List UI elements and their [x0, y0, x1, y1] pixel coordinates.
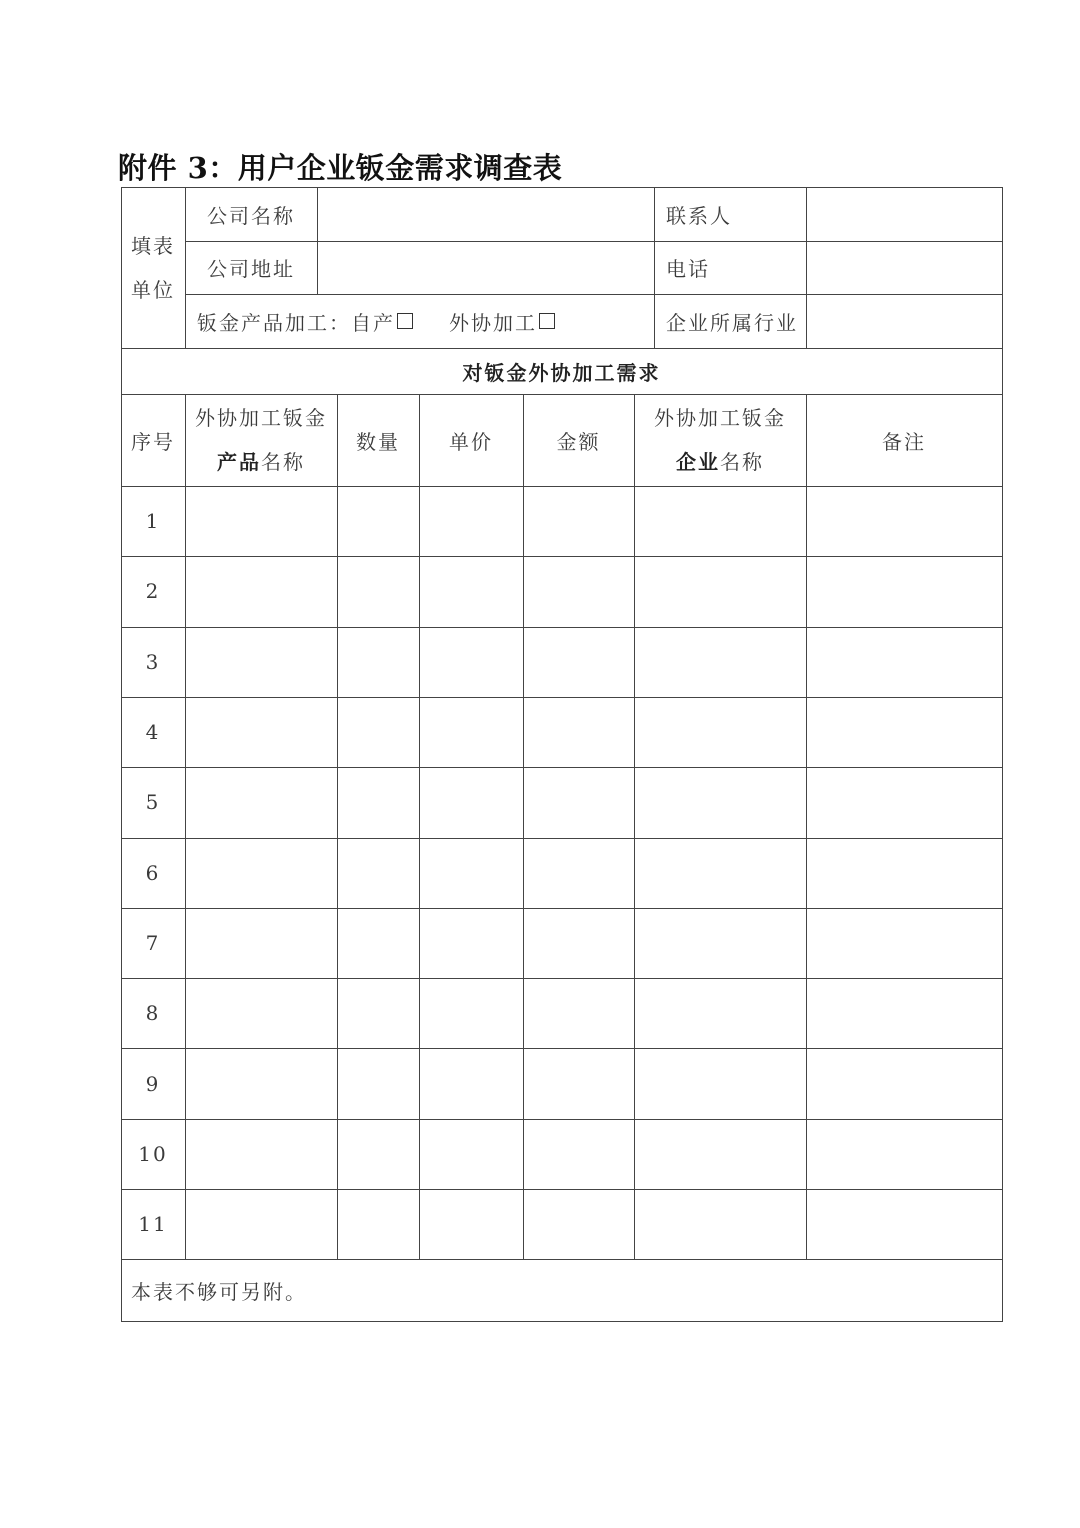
row-6-amount-cell[interactable]	[523, 838, 634, 908]
col-header-company-bold: 企业	[676, 450, 720, 474]
row-1-remark-cell[interactable]	[806, 486, 1002, 556]
row-2-company-name-cell[interactable]	[634, 556, 806, 626]
industry-field[interactable]	[806, 294, 1002, 348]
row-9-company-name-cell[interactable]	[634, 1048, 806, 1118]
border-bottom	[121, 1321, 1003, 1322]
row-divider	[121, 908, 1002, 909]
row-4-quantity-cell[interactable]	[337, 697, 419, 767]
row-6-company-name-cell[interactable]	[634, 838, 806, 908]
row-1-company-name-cell[interactable]	[634, 486, 806, 556]
border-right	[1002, 187, 1003, 1322]
row-11-company-name-cell[interactable]	[634, 1189, 806, 1259]
row-5-product-name-cell[interactable]	[185, 767, 337, 837]
row-5-company-name-cell[interactable]	[634, 767, 806, 837]
row-2-product-name-cell[interactable]	[185, 556, 337, 626]
outsource-label: 外协加工	[449, 310, 537, 335]
row-5-amount-cell[interactable]	[523, 767, 634, 837]
self-produce-checkbox[interactable]	[397, 313, 413, 329]
row-divider	[121, 627, 1002, 628]
unit-label-line2: 单位	[131, 277, 175, 302]
row-divider	[121, 978, 1002, 979]
column-divider	[185, 394, 186, 1259]
row-10-remark-cell[interactable]	[806, 1119, 1002, 1189]
row-2-remark-cell[interactable]	[806, 556, 1002, 626]
row-8-quantity-cell[interactable]	[337, 978, 419, 1048]
industry-label: 企业所属行业	[666, 310, 798, 335]
row-number: 3	[145, 649, 161, 674]
col-header-company-name	[634, 394, 806, 486]
row-11-unit-price-cell[interactable]	[419, 1189, 523, 1259]
border-left	[121, 187, 122, 1322]
company-name-label: 公司名称	[207, 203, 295, 228]
phone-field[interactable]	[806, 241, 1002, 294]
row-5-unit-price-cell[interactable]	[419, 767, 523, 837]
row-3-amount-cell[interactable]	[523, 627, 634, 697]
unit-label	[121, 187, 185, 348]
row-10-unit-price-cell[interactable]	[419, 1119, 523, 1189]
col-header-company-rest: 名称	[720, 450, 764, 474]
row-8-unit-price-cell[interactable]	[419, 978, 523, 1048]
row-6-product-name-cell[interactable]	[185, 838, 337, 908]
row-7-remark-cell[interactable]	[806, 908, 1002, 978]
col-header-product-name	[185, 394, 337, 486]
row-number: 7	[145, 930, 161, 955]
divider	[121, 394, 1002, 395]
row-number: 4	[145, 720, 161, 745]
row-2-quantity-cell[interactable]	[337, 556, 419, 626]
row-9-remark-cell[interactable]	[806, 1048, 1002, 1118]
outsource-checkbox[interactable]	[539, 313, 555, 329]
row-8-product-name-cell[interactable]	[185, 978, 337, 1048]
border-top	[121, 187, 1003, 188]
divider	[317, 187, 318, 294]
company-address-field[interactable]	[317, 241, 654, 294]
processing-row	[185, 294, 654, 348]
column-divider	[523, 394, 524, 1259]
row-divider	[121, 1259, 1002, 1260]
row-7-unit-price-cell[interactable]	[419, 908, 523, 978]
row-divider	[121, 1048, 1002, 1049]
row-number: 2	[145, 579, 161, 604]
footer-note: 本表不够可另附。	[131, 1279, 307, 1304]
col-header-seq: 序号	[131, 429, 175, 454]
row-7-product-name-cell[interactable]	[185, 908, 337, 978]
col-header-product-line1: 外协加工钣金	[195, 406, 327, 430]
row-3-quantity-cell[interactable]	[337, 627, 419, 697]
row-1-product-name-cell[interactable]	[185, 486, 337, 556]
row-5-quantity-cell[interactable]	[337, 767, 419, 837]
row-1-unit-price-cell[interactable]	[419, 486, 523, 556]
divider	[185, 294, 1002, 295]
row-6-quantity-cell[interactable]	[337, 838, 419, 908]
unit-label-line1: 填表	[131, 233, 175, 258]
col-header-quantity: 数量	[356, 429, 400, 454]
row-number: 10	[138, 1141, 168, 1166]
row-3-company-name-cell[interactable]	[634, 627, 806, 697]
row-11-amount-cell[interactable]	[523, 1189, 634, 1259]
row-divider	[121, 767, 1002, 768]
divider	[121, 348, 1002, 349]
row-3-unit-price-cell[interactable]	[419, 627, 523, 697]
self-produce-label: 自产	[351, 310, 395, 335]
page-title: 附件 3：用户企业钣金需求调查表	[118, 151, 563, 185]
section-title: 对钣金外协加工需求	[462, 360, 661, 385]
row-3-product-name-cell[interactable]	[185, 627, 337, 697]
row-divider	[121, 556, 1002, 557]
row-number: 8	[145, 1001, 161, 1026]
row-4-unit-price-cell[interactable]	[419, 697, 523, 767]
divider	[806, 187, 807, 348]
row-9-amount-cell[interactable]	[523, 1048, 634, 1118]
col-header-product-rest: 名称	[261, 450, 305, 474]
row-10-amount-cell[interactable]	[523, 1119, 634, 1189]
row-5-remark-cell[interactable]	[806, 767, 1002, 837]
row-9-product-name-cell[interactable]	[185, 1048, 337, 1118]
row-divider	[121, 1189, 1002, 1190]
row-1-amount-cell[interactable]	[523, 486, 634, 556]
col-header-product-line2	[217, 440, 305, 484]
row-divider	[121, 697, 1002, 698]
row-divider	[121, 838, 1002, 839]
row-4-product-name-cell[interactable]	[185, 697, 337, 767]
row-9-quantity-cell[interactable]	[337, 1048, 419, 1118]
row-number: 1	[145, 509, 161, 534]
row-4-amount-cell[interactable]	[523, 697, 634, 767]
phone-label: 电话	[666, 257, 710, 281]
processing-label: 钣金产品加工：	[197, 310, 351, 335]
row-10-company-name-cell[interactable]	[634, 1119, 806, 1189]
row-11-remark-cell[interactable]	[806, 1189, 1002, 1259]
row-4-remark-cell[interactable]	[806, 697, 1002, 767]
row-4-company-name-cell[interactable]	[634, 697, 806, 767]
column-divider	[419, 394, 420, 1259]
row-10-product-name-cell[interactable]	[185, 1119, 337, 1189]
col-header-unit-price: 单价	[449, 429, 493, 454]
company-address-label: 公司地址	[207, 257, 295, 281]
company-name-field[interactable]	[317, 187, 654, 241]
row-7-company-name-cell[interactable]	[634, 908, 806, 978]
row-number: 5	[145, 790, 161, 815]
row-3-remark-cell[interactable]	[806, 627, 1002, 697]
row-6-unit-price-cell[interactable]	[419, 838, 523, 908]
row-1-quantity-cell[interactable]	[337, 486, 419, 556]
row-11-quantity-cell[interactable]	[337, 1189, 419, 1259]
contact-field[interactable]	[806, 187, 1002, 241]
row-7-amount-cell[interactable]	[523, 908, 634, 978]
row-6-remark-cell[interactable]	[806, 838, 1002, 908]
col-header-company-line1: 外协加工钣金	[654, 406, 786, 430]
contact-label: 联系人	[666, 203, 732, 228]
col-header-amount: 金额	[556, 429, 601, 454]
row-7-quantity-cell[interactable]	[337, 908, 419, 978]
row-9-unit-price-cell[interactable]	[419, 1048, 523, 1118]
divider	[121, 486, 1002, 487]
divider	[185, 241, 1002, 242]
row-number: 9	[145, 1071, 161, 1096]
column-divider	[337, 394, 338, 1259]
row-8-company-name-cell[interactable]	[634, 978, 806, 1048]
divider	[185, 187, 186, 348]
row-2-unit-price-cell[interactable]	[419, 556, 523, 626]
row-number: 11	[138, 1212, 168, 1237]
row-divider	[121, 1119, 1002, 1120]
col-header-company-line2	[676, 440, 764, 484]
divider	[654, 187, 655, 348]
col-header-product-bold: 产品	[217, 450, 261, 474]
row-11-product-name-cell[interactable]	[185, 1189, 337, 1259]
row-10-quantity-cell[interactable]	[337, 1119, 419, 1189]
column-divider	[634, 394, 635, 1259]
row-number: 6	[145, 860, 161, 885]
row-8-amount-cell[interactable]	[523, 978, 634, 1048]
column-divider	[806, 394, 807, 1259]
row-8-remark-cell[interactable]	[806, 978, 1002, 1048]
row-2-amount-cell[interactable]	[523, 556, 634, 626]
col-header-remark: 备注	[882, 429, 926, 454]
